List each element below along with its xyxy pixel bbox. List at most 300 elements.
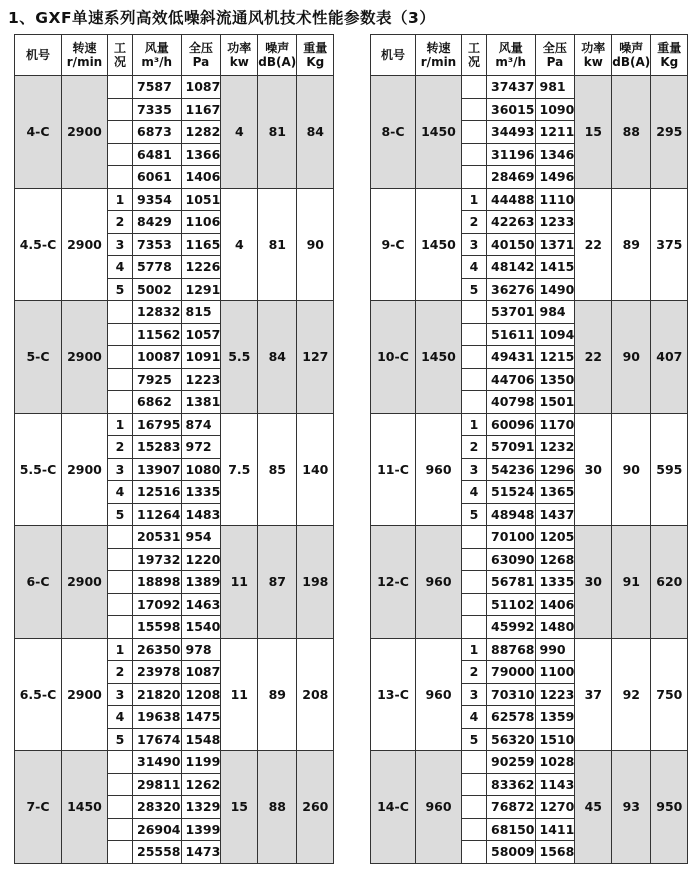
power-cell: 7.5 — [221, 413, 258, 526]
pressure-cell: 984 — [535, 301, 575, 324]
pressure-cell: 1268 — [535, 548, 575, 571]
pressure-cell: 1296 — [535, 458, 575, 481]
weight-cell: 84 — [297, 76, 334, 189]
header-line1: 噪声 — [619, 41, 644, 55]
flow-cell: 63090 — [487, 548, 536, 571]
flow-cell: 29811 — [133, 773, 182, 796]
condition-cell: 3 — [108, 683, 133, 706]
condition-cell: 4 — [108, 256, 133, 279]
condition-cell — [462, 593, 487, 616]
weight-cell: 140 — [297, 413, 334, 526]
table-row — [371, 638, 688, 661]
weight-cell: 950 — [651, 751, 688, 864]
column-header-noise — [612, 35, 651, 76]
column-header-noise — [258, 35, 297, 76]
pressure-cell: 1091 — [181, 346, 221, 369]
condition-cell: 2 — [108, 661, 133, 684]
condition-cell: 1 — [462, 638, 487, 661]
flow-cell: 70100 — [487, 526, 536, 549]
noise-cell: 91 — [612, 526, 651, 639]
flow-cell: 21820 — [133, 683, 182, 706]
header-line1: 机号 — [380, 48, 405, 62]
condition-cell: 2 — [462, 661, 487, 684]
pressure-cell: 1411 — [535, 818, 575, 841]
pressure-cell: 1090 — [535, 98, 575, 121]
header-line1: 机号 — [25, 48, 50, 62]
noise-cell: 92 — [612, 638, 651, 751]
flow-cell: 31490 — [133, 751, 182, 774]
model-cell: 6-C — [15, 526, 62, 639]
header-line2: dB(A) — [258, 55, 297, 69]
flow-cell: 31196 — [487, 143, 536, 166]
condition-cell: 3 — [462, 233, 487, 256]
header-line2: r/min — [66, 55, 103, 69]
condition-cell: 5 — [108, 278, 133, 301]
condition-cell — [108, 548, 133, 571]
condition-cell: 5 — [462, 278, 487, 301]
pressure-cell: 1080 — [181, 458, 221, 481]
table-row — [371, 301, 688, 324]
pressure-cell: 1143 — [535, 773, 575, 796]
speed-cell: 2900 — [62, 638, 108, 751]
condition-cell — [108, 818, 133, 841]
condition-cell — [108, 796, 133, 819]
table-row — [15, 638, 334, 661]
weight-cell: 127 — [297, 301, 334, 414]
speed-cell: 2900 — [62, 76, 108, 189]
model-cell: 13-C — [371, 638, 416, 751]
pressure-cell: 1282 — [181, 121, 221, 144]
header-line2: m³/h — [495, 55, 527, 69]
flow-cell: 76872 — [487, 796, 536, 819]
flow-cell: 56320 — [487, 728, 536, 751]
column-header-condition — [108, 35, 133, 76]
pressure-cell: 978 — [181, 638, 221, 661]
condition-cell: 4 — [462, 481, 487, 504]
condition-cell — [462, 548, 487, 571]
pressure-cell: 1568 — [535, 841, 575, 864]
condition-cell — [108, 773, 133, 796]
flow-cell: 17674 — [133, 728, 182, 751]
page-title: 1、GXF单速系列高效低噪斜流通风机技术性能参数表（3） — [8, 9, 436, 27]
flow-cell: 19732 — [133, 548, 182, 571]
header-line2: Pa — [546, 55, 564, 69]
pressure-cell: 1350 — [535, 368, 575, 391]
power-cell: 11 — [221, 526, 258, 639]
condition-cell — [462, 571, 487, 594]
pressure-cell: 1406 — [181, 166, 221, 189]
condition-cell — [108, 121, 133, 144]
condition-cell: 2 — [462, 211, 487, 234]
flow-cell: 6061 — [133, 166, 182, 189]
flow-cell: 48142 — [487, 256, 536, 279]
column-header-condition — [462, 35, 487, 76]
condition-cell — [462, 121, 487, 144]
condition-cell — [462, 98, 487, 121]
flow-cell: 68150 — [487, 818, 536, 841]
flow-cell: 83362 — [487, 773, 536, 796]
pressure-cell: 1359 — [535, 706, 575, 729]
pressure-cell: 1170 — [535, 413, 575, 436]
pressure-cell: 1028 — [535, 751, 575, 774]
speed-cell: 960 — [416, 751, 462, 864]
column-header-flow — [487, 35, 536, 76]
condition-cell: 1 — [108, 638, 133, 661]
pressure-cell: 1087 — [181, 76, 221, 99]
speed-cell: 2900 — [62, 301, 108, 414]
performance-table-right — [370, 34, 688, 864]
power-cell: 22 — [575, 188, 612, 301]
pressure-cell: 1215 — [535, 346, 575, 369]
weight-cell: 260 — [297, 751, 334, 864]
column-header-speed — [416, 35, 462, 76]
pressure-cell: 1223 — [181, 368, 221, 391]
header-line1: 工 — [467, 41, 480, 55]
pressure-cell: 1051 — [181, 188, 221, 211]
condition-cell — [462, 323, 487, 346]
flow-cell: 42263 — [487, 211, 536, 234]
flow-cell: 44706 — [487, 368, 536, 391]
pressure-cell: 1165 — [181, 233, 221, 256]
weight-cell: 90 — [297, 188, 334, 301]
flow-cell: 10087 — [133, 346, 182, 369]
flow-cell: 26350 — [133, 638, 182, 661]
header-line1: 转速 — [426, 41, 451, 55]
noise-cell: 93 — [612, 751, 651, 864]
header-line2: dB(A) — [612, 55, 651, 69]
table-row — [15, 301, 334, 324]
condition-cell — [462, 751, 487, 774]
model-cell: 7-C — [15, 751, 62, 864]
pressure-cell: 1329 — [181, 796, 221, 819]
table-row — [15, 526, 334, 549]
pressure-cell: 1510 — [535, 728, 575, 751]
pressure-cell: 1087 — [181, 661, 221, 684]
table-row — [371, 526, 688, 549]
header-line2: r/min — [420, 55, 457, 69]
flow-cell: 13907 — [133, 458, 182, 481]
column-header-model — [371, 35, 416, 76]
model-cell: 4.5-C — [15, 188, 62, 301]
condition-cell: 5 — [462, 728, 487, 751]
table-row — [371, 751, 688, 774]
flow-cell: 6873 — [133, 121, 182, 144]
power-cell: 37 — [575, 638, 612, 751]
noise-cell: 81 — [258, 188, 297, 301]
pressure-cell: 1220 — [181, 548, 221, 571]
header-line2: Kg — [306, 55, 325, 69]
column-header-pressure — [181, 35, 221, 76]
pressure-cell: 1480 — [535, 616, 575, 639]
condition-cell — [108, 593, 133, 616]
model-cell: 4-C — [15, 76, 62, 189]
noise-cell: 84 — [258, 301, 297, 414]
condition-cell: 3 — [108, 233, 133, 256]
speed-cell: 1450 — [416, 76, 462, 189]
condition-cell: 4 — [462, 706, 487, 729]
condition-cell — [462, 841, 487, 864]
condition-cell — [108, 323, 133, 346]
header-line2: Pa — [192, 55, 210, 69]
condition-cell — [462, 391, 487, 414]
model-cell: 5.5-C — [15, 413, 62, 526]
condition-cell: 5 — [108, 728, 133, 751]
header-line1: 转速 — [72, 41, 97, 55]
condition-cell — [462, 346, 487, 369]
flow-cell: 48948 — [487, 503, 536, 526]
flow-cell: 17092 — [133, 593, 182, 616]
pressure-cell: 954 — [181, 526, 221, 549]
pressure-cell: 1262 — [181, 773, 221, 796]
table-header-row — [371, 35, 688, 76]
flow-cell: 36276 — [487, 278, 536, 301]
pressure-cell: 1335 — [535, 571, 575, 594]
pressure-cell: 1094 — [535, 323, 575, 346]
header-line1: 功率 — [227, 41, 252, 55]
pressure-cell: 990 — [535, 638, 575, 661]
condition-cell — [462, 76, 487, 99]
table-row — [15, 76, 334, 99]
flow-cell: 40798 — [487, 391, 536, 414]
condition-cell — [462, 166, 487, 189]
flow-cell: 90259 — [487, 751, 536, 774]
pressure-cell: 1366 — [181, 143, 221, 166]
header-line2: kw — [229, 55, 249, 69]
pressure-cell: 1389 — [181, 571, 221, 594]
pressure-cell: 1199 — [181, 751, 221, 774]
power-cell: 5.5 — [221, 301, 258, 414]
pressure-cell: 1335 — [181, 481, 221, 504]
header-line2: m³/h — [141, 55, 173, 69]
header-line1: 重量 — [303, 41, 328, 55]
column-header-power — [575, 35, 612, 76]
column-header-weight — [297, 35, 334, 76]
flow-cell: 16795 — [133, 413, 182, 436]
header-line1: 风量 — [144, 41, 169, 55]
speed-cell: 960 — [416, 413, 462, 526]
noise-cell: 88 — [258, 751, 297, 864]
header-line2: Kg — [660, 55, 679, 69]
pressure-cell: 1490 — [535, 278, 575, 301]
pressure-cell: 1233 — [535, 211, 575, 234]
condition-cell — [108, 166, 133, 189]
pressure-cell: 1106 — [181, 211, 221, 234]
condition-cell: 5 — [462, 503, 487, 526]
pressure-cell: 1365 — [535, 481, 575, 504]
condition-cell — [108, 368, 133, 391]
speed-cell: 960 — [416, 526, 462, 639]
condition-cell — [108, 143, 133, 166]
table-row — [15, 188, 334, 211]
model-cell: 10-C — [371, 301, 416, 414]
flow-cell: 11264 — [133, 503, 182, 526]
flow-cell: 28320 — [133, 796, 182, 819]
flow-cell: 40150 — [487, 233, 536, 256]
weight-cell: 595 — [651, 413, 688, 526]
pressure-cell: 1406 — [535, 593, 575, 616]
pressure-cell: 1205 — [535, 526, 575, 549]
condition-cell: 2 — [108, 436, 133, 459]
condition-cell — [108, 76, 133, 99]
column-header-pressure — [535, 35, 575, 76]
condition-cell: 5 — [108, 503, 133, 526]
noise-cell: 89 — [258, 638, 297, 751]
condition-cell — [462, 773, 487, 796]
noise-cell: 85 — [258, 413, 297, 526]
condition-cell — [462, 143, 487, 166]
noise-cell: 90 — [612, 301, 651, 414]
weight-cell: 208 — [297, 638, 334, 751]
flow-cell: 58009 — [487, 841, 536, 864]
weight-cell: 620 — [651, 526, 688, 639]
flow-cell: 51524 — [487, 481, 536, 504]
header-line1: 重量 — [657, 41, 682, 55]
model-cell: 14-C — [371, 751, 416, 864]
flow-cell: 20531 — [133, 526, 182, 549]
condition-cell: 3 — [462, 458, 487, 481]
header-line1: 全压 — [188, 41, 213, 55]
flow-cell: 28469 — [487, 166, 536, 189]
flow-cell: 36015 — [487, 98, 536, 121]
pressure-cell: 1463 — [181, 593, 221, 616]
flow-cell: 12516 — [133, 481, 182, 504]
column-header-speed — [62, 35, 108, 76]
condition-cell — [108, 526, 133, 549]
condition-cell — [462, 368, 487, 391]
condition-cell — [108, 391, 133, 414]
flow-cell: 18898 — [133, 571, 182, 594]
speed-cell: 2900 — [62, 188, 108, 301]
flow-cell: 34493 — [487, 121, 536, 144]
pressure-cell: 1100 — [535, 661, 575, 684]
header-line1: 工 — [113, 41, 126, 55]
speed-cell: 1450 — [416, 188, 462, 301]
pressure-cell: 981 — [535, 76, 575, 99]
model-cell: 5-C — [15, 301, 62, 414]
flow-cell: 60096 — [487, 413, 536, 436]
condition-cell: 2 — [462, 436, 487, 459]
header-line1: 风量 — [498, 41, 523, 55]
condition-cell — [108, 98, 133, 121]
condition-cell — [108, 571, 133, 594]
flow-cell: 57091 — [487, 436, 536, 459]
condition-cell — [462, 796, 487, 819]
flow-cell: 11562 — [133, 323, 182, 346]
power-cell: 45 — [575, 751, 612, 864]
condition-cell: 4 — [462, 256, 487, 279]
table-row — [15, 751, 334, 774]
power-cell: 30 — [575, 413, 612, 526]
header-line2: 况 — [113, 55, 126, 69]
model-cell: 6.5-C — [15, 638, 62, 751]
condition-cell — [462, 616, 487, 639]
flow-cell: 5778 — [133, 256, 182, 279]
condition-cell: 3 — [108, 458, 133, 481]
pressure-cell: 1473 — [181, 841, 221, 864]
speed-cell: 1450 — [416, 301, 462, 414]
noise-cell: 88 — [612, 76, 651, 189]
pressure-cell: 1496 — [535, 166, 575, 189]
condition-cell: 2 — [108, 211, 133, 234]
header-line2: kw — [583, 55, 603, 69]
flow-cell: 51611 — [487, 323, 536, 346]
pressure-cell: 1057 — [181, 323, 221, 346]
condition-cell: 4 — [108, 481, 133, 504]
flow-cell: 7587 — [133, 76, 182, 99]
flow-cell: 7353 — [133, 233, 182, 256]
condition-cell — [108, 346, 133, 369]
power-cell: 15 — [221, 751, 258, 864]
condition-cell: 1 — [462, 413, 487, 436]
pressure-cell: 1226 — [181, 256, 221, 279]
header-line1: 全压 — [542, 41, 567, 55]
condition-cell: 4 — [108, 706, 133, 729]
pressure-cell: 1475 — [181, 706, 221, 729]
power-cell: 4 — [221, 76, 258, 189]
condition-cell: 3 — [462, 683, 487, 706]
pressure-cell: 874 — [181, 413, 221, 436]
condition-cell — [108, 301, 133, 324]
power-cell: 4 — [221, 188, 258, 301]
pressure-cell: 1381 — [181, 391, 221, 414]
pressure-cell: 1483 — [181, 503, 221, 526]
column-header-weight — [651, 35, 688, 76]
pressure-cell: 1223 — [535, 683, 575, 706]
flow-cell: 25558 — [133, 841, 182, 864]
flow-cell: 88768 — [487, 638, 536, 661]
pressure-cell: 1232 — [535, 436, 575, 459]
speed-cell: 2900 — [62, 526, 108, 639]
column-header-flow — [133, 35, 182, 76]
weight-cell: 198 — [297, 526, 334, 639]
table-row — [15, 413, 334, 436]
flow-cell: 6862 — [133, 391, 182, 414]
condition-cell — [462, 818, 487, 841]
condition-cell: 1 — [462, 188, 487, 211]
pressure-cell: 1211 — [535, 121, 575, 144]
condition-cell: 1 — [108, 413, 133, 436]
noise-cell: 81 — [258, 76, 297, 189]
pressure-cell: 1415 — [535, 256, 575, 279]
condition-cell — [108, 751, 133, 774]
noise-cell: 87 — [258, 526, 297, 639]
flow-cell: 54236 — [487, 458, 536, 481]
condition-cell — [462, 301, 487, 324]
pressure-cell: 1346 — [535, 143, 575, 166]
model-cell: 9-C — [371, 188, 416, 301]
flow-cell: 9354 — [133, 188, 182, 211]
weight-cell: 407 — [651, 301, 688, 414]
condition-cell — [108, 616, 133, 639]
table-header-row — [15, 35, 334, 76]
power-cell: 15 — [575, 76, 612, 189]
pressure-cell: 1110 — [535, 188, 575, 211]
speed-cell: 1450 — [62, 751, 108, 864]
flow-cell: 8429 — [133, 211, 182, 234]
flow-cell: 70310 — [487, 683, 536, 706]
model-cell: 11-C — [371, 413, 416, 526]
flow-cell: 37437 — [487, 76, 536, 99]
flow-cell: 7925 — [133, 368, 182, 391]
pressure-cell: 1291 — [181, 278, 221, 301]
power-cell: 11 — [221, 638, 258, 751]
table-row — [371, 76, 688, 99]
speed-cell: 2900 — [62, 413, 108, 526]
pressure-cell: 1208 — [181, 683, 221, 706]
flow-cell: 62578 — [487, 706, 536, 729]
flow-cell: 6481 — [133, 143, 182, 166]
flow-cell: 44488 — [487, 188, 536, 211]
